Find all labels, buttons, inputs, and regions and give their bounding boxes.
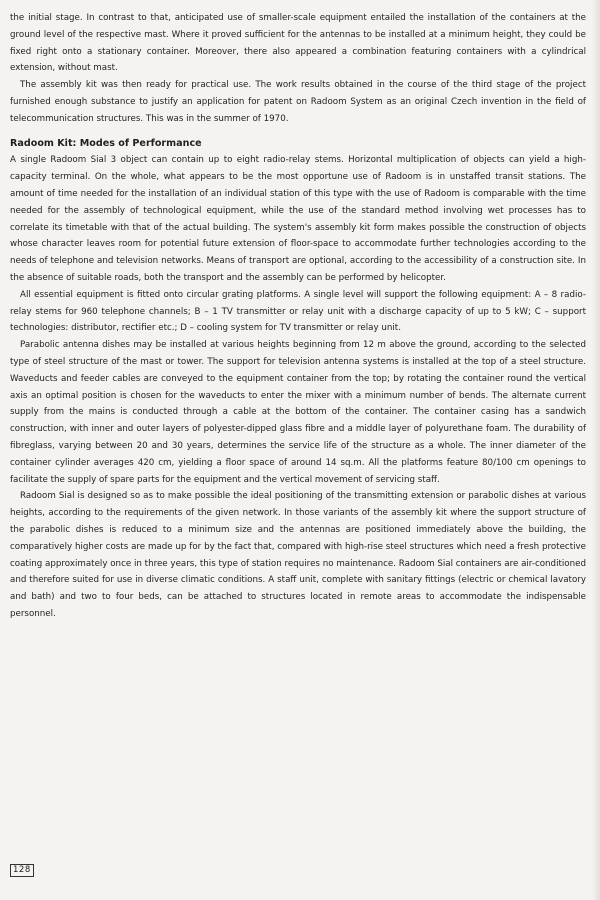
paragraph-parabolic-dishes: Parabolic antenna dishes may be installed at various heights beginning from 12 m above the ground, according to the selected type of steel structure of the mast or tower. The support for television antenna systems is installed at the top of a steel structure. Waveducts and feeder cables are conveyed to the equipment container from the top; by rotating the container round the vertical axis an optimal position is chosen for the waveducts to enter the mixer with a minimum number of bends. The alternate current supply from the mains is conducted through a cable at the bottom of the container. The container casing has a sandwich construction, with inner and outer layers of polyester-dipped glass fibre and a middle layer of polyurethane foam. The durability of fibreglass, varying between 20 and 30 years, determines the service life of the structure as a whole. The inner diameter of the container cylinder averages 420 cm, yielding a floor space of around 14 sq.m. All the platforms feature 80/100 cm openings to facilitate the supply of spare parts for the equipment and the vertical movement of servicing staff. xyxy=(10,340,586,485)
paragraph-radoom-sial-3: A single Radoom Sial 3 object can contain up to eight radio-relay stems. Horizontal multiplication of objects can yield a high-capacity terminal. On the whole, what appears to be the most opportune use of Radoom is in unstaffed transit stations. The amount of time needed for the installation of an individual station of this type with the use of Radoom is comparable with the time needed for the assembly of technological equipment, while the use of the standard method involving wet processes has to correlate its timetable with that of the actual building. The system's assembly kit form makes possible the construction of objects whose character leaves room for potential future extension of floor-space to accommodate further technologies according to the needs of telephone and television networks. Means of transport are optional, according to the accessibility of a construction site. In the absence of suitable roads, both the transport and the assembly can be performed by helicopter. xyxy=(10,155,586,283)
intro-paragraph: the initial stage. In contrast to that, anticipated use of smaller-scale equipment entailed the installation of the containers at the ground level of the respective mast. Where it proved sufficient for the antennas to be installed at a minimum height, they could be fixed right onto a stationary container. Moreover, there also appeared a combination featuring containers with a cylindrical extension, without mast. xyxy=(10,13,586,74)
paragraph-assembly-kit: The assembly kit was then ready for practical use. The work results obtained in the course of the third stage of the project furnished enough substance to justify an application for patent on Radoom System as an original Czech invention in the field of telecommunication structures. This was in the summer of 1970. xyxy=(10,80,586,124)
body-text xyxy=(10,10,586,623)
paragraph-equipment: All essential equipment is fitted onto circular grating platforms. A single level will support the following equipment: A – 8 radio-relay stems for 960 telephone channels; B – 1 TV transmitter or relay unit with a discharge capacity of up to 5 kW; C – support technologies: distributor, rectifier etc.; D – cooling system for TV transmitter or relay unit. xyxy=(10,289,586,334)
paragraph-radoom-sial-design: Radoom Sial is designed so as to make possible the ideal positioning of the transmitting extension or parabolic dishes at various heights, according to the requirements of the given network. In those variants of the assembly kit where the support structure of the parabolic dishes is reduced to a minimum size and the antennas are positioned immediately above the building, the comparatively higher costs are made up for by the fact that, compared with high-rise steel structures which need a fresh protective coating approximately once in three years, this type of station requires no maintenance. Radoom Sial containers are air-conditioned and therefore suited for use in diverse climatic conditions. A staff unit, complete with sanitary fittings (electric or chemical lavatory and bath) and two to four beds, can be attached to structures located in remote areas to accommodate the indispensable personnel. xyxy=(10,491,586,619)
page-edge-shadow xyxy=(592,0,600,900)
page-number: 128 xyxy=(10,864,34,877)
section-heading: Radoom Kit: Modes of Performance xyxy=(10,137,202,149)
